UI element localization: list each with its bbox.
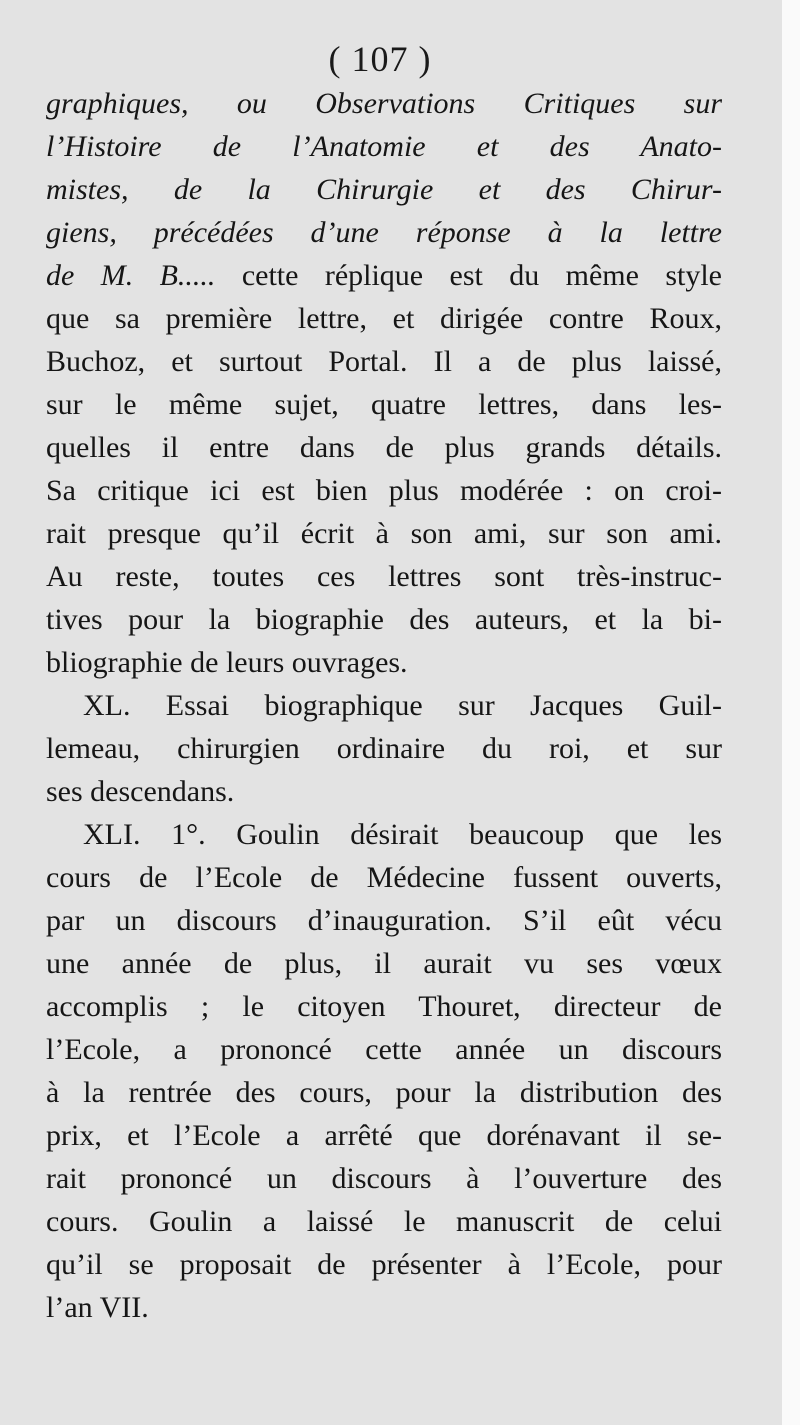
- text-line: Sa critique ici est bien plus modérée : on croi-: [46, 474, 722, 507]
- page-number: ( 107 ): [328, 39, 432, 79]
- text-line: bliographie de leurs ouvrages.: [46, 646, 408, 679]
- text-line: giens, précédées d’une réponse à la lettre: [46, 216, 722, 249]
- text-line: cours. Goulin a laissé le manuscrit de celui: [46, 1205, 722, 1238]
- text-line: rait prononcé un discours à l’ouverture des: [46, 1162, 722, 1195]
- text-line: par un discours d’inauguration. S’il eût vécu: [46, 904, 722, 937]
- text-line: qu’il se proposait de présenter à l’Ecole, pour: [46, 1248, 722, 1281]
- text-line: accomplis ; le citoyen Thouret, directeur de: [46, 990, 722, 1023]
- section-xl-heading-line: XL. Essai biographique sur Jacques Guil-: [83, 689, 722, 722]
- text-line: [46, 254, 722, 297]
- text-line: sur le même sujet, quatre lettres, dans les-: [46, 388, 722, 421]
- text-line: quelles il entre dans de plus grands détails.: [46, 431, 722, 464]
- text-line: graphiques, ou Observations Critiques sur: [46, 87, 722, 120]
- section-xli-heading-line: XLI. 1°. Goulin désirait beaucoup que les: [83, 818, 722, 851]
- text-line: prix, et l’Ecole a arrêté que dorénavant il se-: [46, 1119, 722, 1152]
- body-text: [46, 82, 722, 1329]
- text-line: tives pour la biographie des auteurs, et la bi-: [46, 603, 722, 636]
- text-line: à la rentrée des cours, pour la distribution des: [46, 1076, 722, 1109]
- text-line: Au reste, toutes ces lettres sont très-instruc-: [46, 560, 722, 593]
- page-margin: [782, 0, 800, 1425]
- text-line: Buchoz, et surtout Portal. Il a de plus laissé,: [46, 345, 722, 378]
- text-line: l’Histoire de l’Anatomie et des Anato-: [46, 130, 722, 163]
- normal-segment: cette réplique est du même style: [215, 259, 722, 292]
- italic-segment: de M. B.....: [46, 259, 216, 292]
- text-line: lemeau, chirurgien ordinaire du roi, et sur: [46, 732, 722, 765]
- text-line: une année de plus, il aurait vu ses vœux: [46, 947, 722, 980]
- text-line: mistes, de la Chirurgie et des Chirur-: [46, 173, 722, 206]
- text-line: l’an VII.: [46, 1291, 149, 1324]
- text-line: cours de l’Ecole de Médecine fussent ouverts,: [46, 861, 722, 894]
- text-line: l’Ecole, a prononcé cette année un discours: [46, 1033, 722, 1066]
- text-line: que sa première lettre, et dirigée contre Roux,: [46, 302, 722, 335]
- text-line: ses descendans.: [46, 775, 235, 808]
- text-line: rait presque qu’il écrit à son ami, sur son ami.: [46, 517, 722, 550]
